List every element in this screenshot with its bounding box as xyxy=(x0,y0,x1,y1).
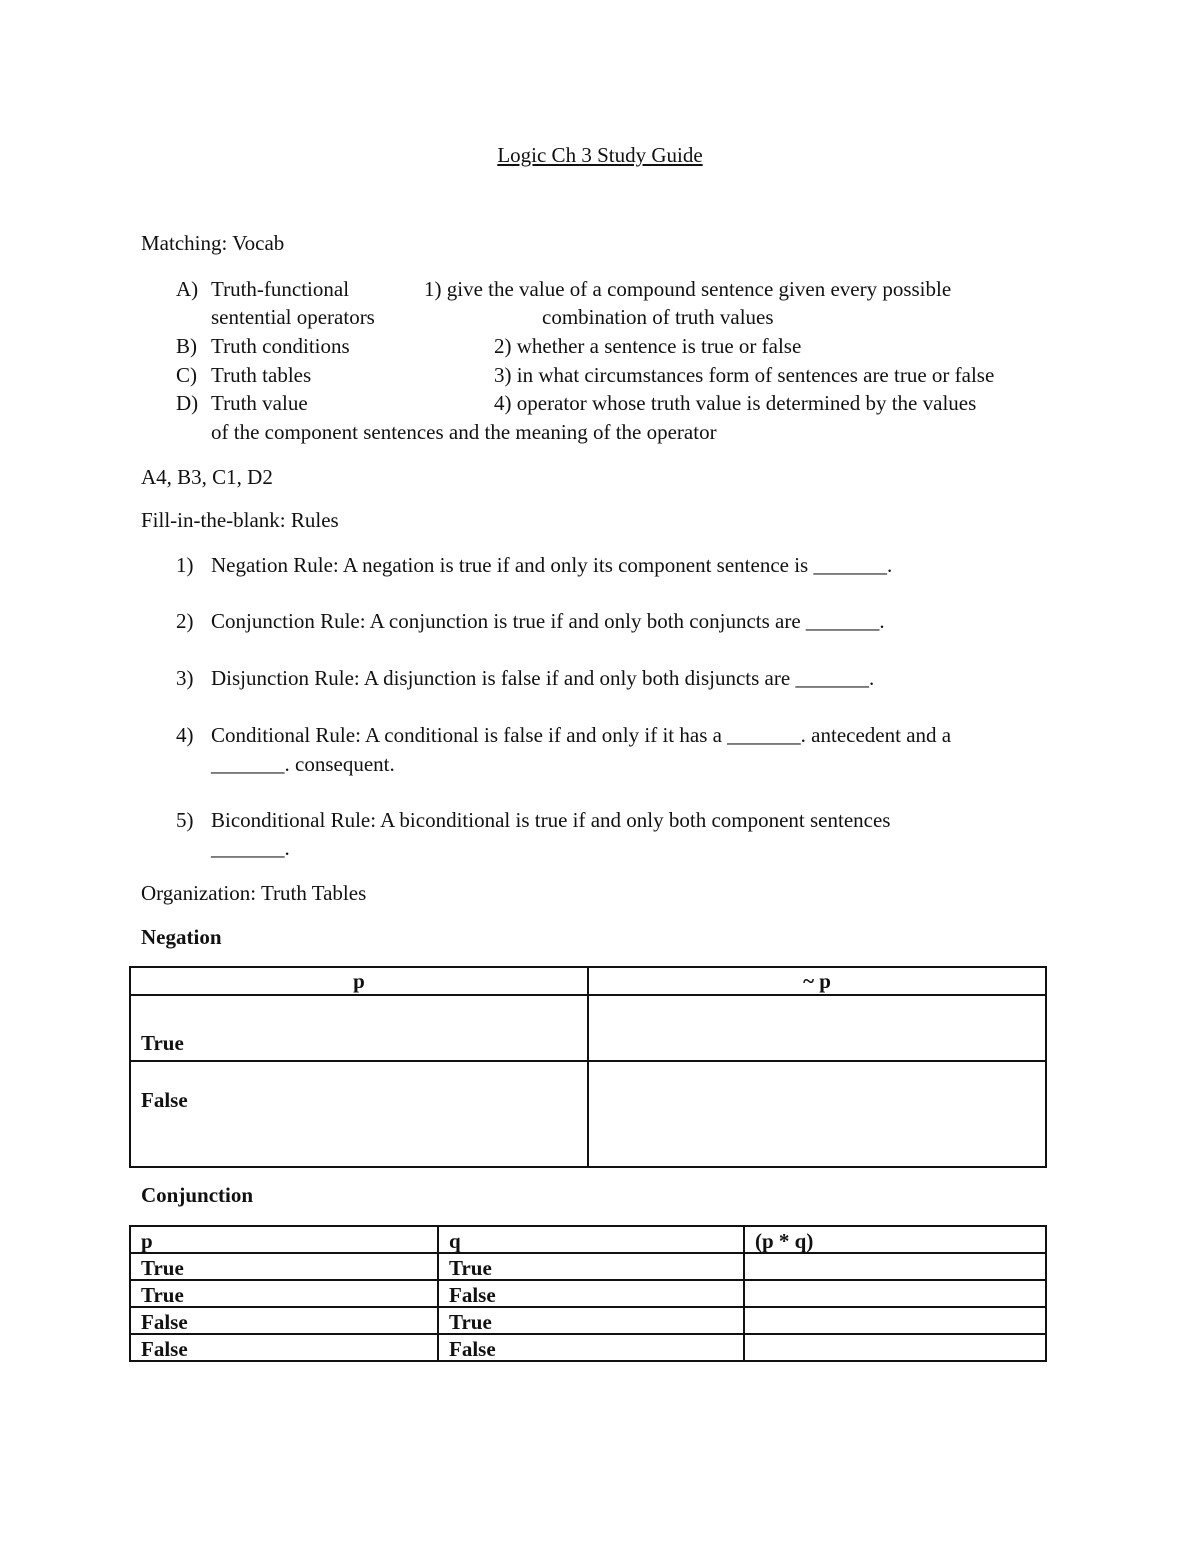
answer-cell xyxy=(588,1061,1046,1167)
table-cell: False xyxy=(130,1307,438,1334)
table-cell: True xyxy=(438,1253,744,1280)
table-cell: True xyxy=(130,995,588,1061)
header-cell: p xyxy=(130,967,588,995)
table-cell: False xyxy=(130,1061,588,1167)
term-label: Truth tables xyxy=(211,363,312,387)
definition-text: 4) operator whose truth value is determined by the values xyxy=(494,391,977,415)
conjunction-heading: Conjunction xyxy=(141,1183,254,1207)
answer-cell xyxy=(744,1280,1046,1307)
rule-text: Negation Rule: A negation is true if and only its component sentence is _______. xyxy=(211,553,893,577)
header-cell: p xyxy=(130,1226,438,1253)
definition-text-cont: of the component sentences and the meaning of the operator xyxy=(211,420,717,444)
matching-answer: A4, B3, C1, D2 xyxy=(141,465,273,489)
table-cell: True xyxy=(438,1307,744,1334)
rule-number: 5) xyxy=(176,808,194,832)
definition-text: 2) whether a sentence is true or false xyxy=(494,334,802,358)
negation-heading: Negation xyxy=(141,925,222,949)
table-cell: False xyxy=(130,1334,438,1361)
table-cell: False xyxy=(438,1334,744,1361)
table-header-row xyxy=(130,967,1046,995)
table-row xyxy=(130,995,1046,1061)
table-row xyxy=(130,1253,1046,1280)
term-label-cont: sentential operators xyxy=(211,305,375,329)
header-cell: q xyxy=(438,1226,744,1253)
header-cell: (p * q) xyxy=(744,1226,1046,1253)
rule-number: 3) xyxy=(176,666,194,690)
rule-text-cont: _______. xyxy=(211,836,290,860)
term-label: Truth-functional xyxy=(211,277,350,301)
rule-number: 2) xyxy=(176,609,194,633)
term-letter: C) xyxy=(176,363,197,387)
answer-cell xyxy=(744,1307,1046,1334)
rule-text-cont: _______. consequent. xyxy=(211,752,395,776)
rule-text: Disjunction Rule: A disjunction is false if and only both disjuncts are _______. xyxy=(211,666,875,690)
term-letter: B) xyxy=(176,334,197,358)
rule-number: 1) xyxy=(176,553,194,577)
table-row xyxy=(130,1334,1046,1361)
table-cell: True xyxy=(130,1253,438,1280)
organization-heading: Organization: Truth Tables xyxy=(141,881,367,905)
definition-text: 1) give the value of a compound sentence given every possible xyxy=(424,277,952,301)
rule-text: Conjunction Rule: A conjunction is true if and only both conjuncts are _______. xyxy=(211,609,885,633)
rule-text: Biconditional Rule: A biconditional is true if and only both component sentences xyxy=(211,808,891,832)
definition-text-cont: combination of truth values xyxy=(542,305,774,329)
table-row xyxy=(130,1061,1046,1167)
table-cell: False xyxy=(438,1280,744,1307)
term-label: Truth value xyxy=(211,391,308,415)
definition-text: 3) in what circumstances form of sentences are true or false xyxy=(494,363,995,387)
table-row xyxy=(130,1280,1046,1307)
table-header-row xyxy=(130,1226,1046,1253)
page-title: Logic Ch 3 Study Guide xyxy=(497,143,703,167)
table-row xyxy=(130,1307,1046,1334)
negation-table xyxy=(129,966,1047,1168)
table-cell: True xyxy=(130,1280,438,1307)
term-label: Truth conditions xyxy=(211,334,350,358)
fill-heading: Fill-in-the-blank: Rules xyxy=(141,508,339,532)
conjunction-table xyxy=(129,1225,1047,1362)
header-cell: ~ p xyxy=(588,967,1046,995)
rule-number: 4) xyxy=(176,723,194,747)
matching-heading: Matching: Vocab xyxy=(141,231,285,255)
term-letter: A) xyxy=(176,277,199,301)
rule-text: Conditional Rule: A conditional is false if and only if it has a _______. antecedent and a xyxy=(211,723,952,747)
answer-cell xyxy=(744,1253,1046,1280)
answer-cell xyxy=(744,1334,1046,1361)
answer-cell xyxy=(588,995,1046,1061)
term-letter: D) xyxy=(176,391,199,415)
